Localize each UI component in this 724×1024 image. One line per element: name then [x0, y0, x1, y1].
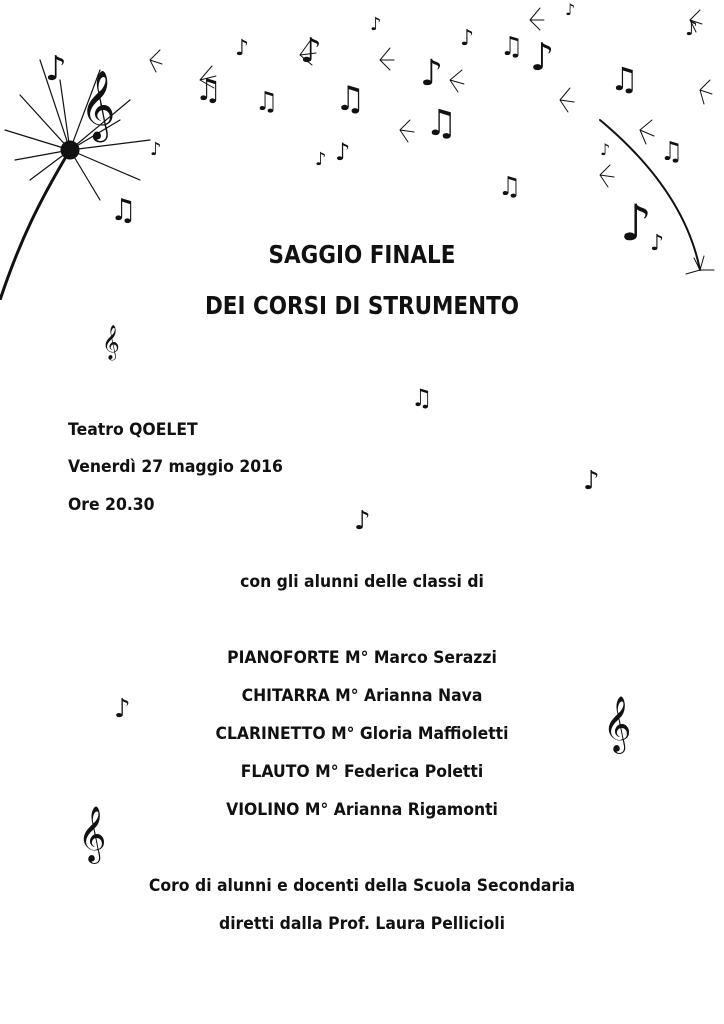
- poster-title-line2: DEI CORSI DI STRUMENTO: [204, 291, 520, 320]
- svg-text:♫: ♫: [255, 87, 279, 117]
- svg-text:♫: ♫: [335, 79, 366, 119]
- choir-line1: Coro di alunni e docenti della Scuola Secondaria: [148, 876, 576, 896]
- svg-text:♪: ♪: [620, 194, 652, 252]
- svg-text:♪: ♪: [300, 31, 322, 71]
- treble-clef-icon: 𝄞: [78, 806, 107, 862]
- svg-text:♫: ♫: [110, 193, 137, 228]
- venue: Teatro QOELET: [68, 420, 198, 440]
- eighth-note-icon: ♪: [583, 466, 600, 496]
- class-line-chitarra: CHITARRA M° Arianna Nava: [241, 686, 483, 706]
- event-time: Ore 20.30: [68, 495, 155, 515]
- svg-text:♪: ♪: [650, 231, 665, 256]
- svg-text:♪: ♪: [315, 149, 327, 170]
- treble-clef-icon: 𝄞: [102, 325, 120, 360]
- event-date: Venerdì 27 maggio 2016: [68, 457, 283, 477]
- svg-text:♪: ♪: [45, 49, 67, 89]
- svg-text:𝄞: 𝄞: [80, 70, 116, 140]
- class-line-flauto: FLAUTO M° Federica Poletti: [240, 762, 484, 782]
- svg-text:♪: ♪: [370, 14, 382, 35]
- eighth-note-icon: ♪: [354, 506, 371, 536]
- svg-text:♫: ♫: [610, 60, 639, 98]
- svg-text:♪: ♪: [530, 35, 555, 79]
- svg-text:♫: ♫: [425, 103, 458, 144]
- choir-line2: diretti dalla Prof. Laura Pellicioli: [218, 914, 505, 934]
- svg-text:♪: ♪: [460, 26, 475, 51]
- class-line-clarinetto: CLARINETTO M° Gloria Maffioletti: [215, 724, 509, 744]
- svg-text:♫: ♫: [195, 73, 222, 108]
- eighth-note-icon: ♪: [114, 694, 131, 724]
- svg-text:♪: ♪: [420, 53, 443, 94]
- svg-text:♪: ♪: [565, 0, 576, 19]
- svg-text:♫: ♫: [500, 32, 524, 62]
- svg-text:♫: ♫: [498, 172, 522, 202]
- poster-title-line1: SAGGIO FINALE: [268, 240, 456, 269]
- class-line-pianoforte: PIANOFORTE M° Marco Serazzi: [227, 648, 497, 668]
- svg-text:♪: ♪: [235, 36, 250, 61]
- classes-intro: con gli alunni delle classi di: [240, 572, 484, 592]
- svg-text:♪: ♪: [685, 16, 698, 40]
- beamed-notes-icon: ♫: [411, 384, 433, 412]
- class-line-violino: VIOLINO M° Arianna Rigamonti: [226, 800, 498, 820]
- svg-text:♪: ♪: [335, 138, 351, 166]
- svg-text:♪: ♪: [600, 140, 611, 159]
- svg-text:♫: ♫: [660, 137, 684, 167]
- treble-clef-icon: 𝄞: [603, 696, 632, 752]
- svg-text:♪: ♪: [150, 139, 162, 160]
